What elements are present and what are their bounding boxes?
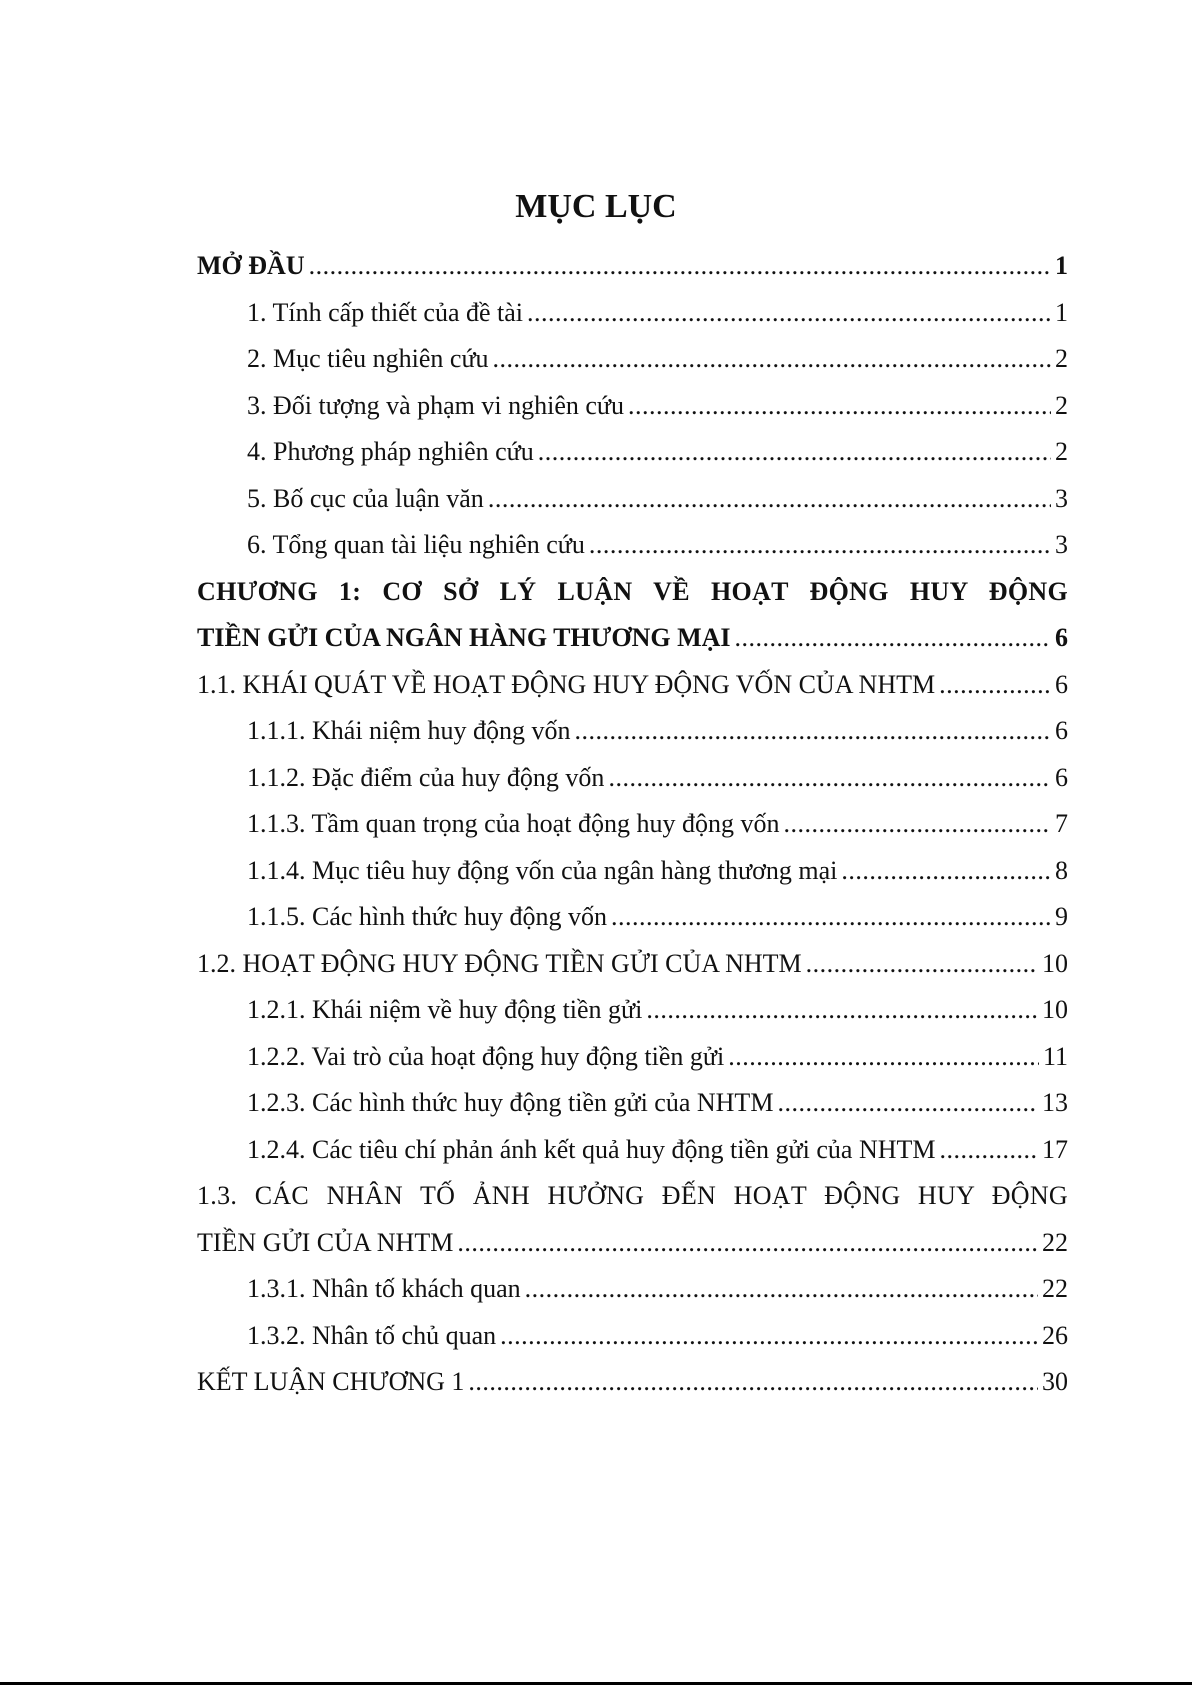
toc-entry-page: 22 [1042,1227,1068,1257]
toc-entry-title: 1.2.1. Khái niệm về huy động tiền gửi [247,995,643,1024]
dot-leader [628,383,1051,430]
toc-entry-page: 2 [1055,390,1068,420]
toc-entry-title-line1: CHƯƠNG 1: CƠ SỞ LÝ LUẬN VỀ HOẠT ĐỘNG HUY ĐỘNG [197,576,1068,606]
toc-entry[interactable] [197,1080,1068,1127]
toc-entry-title: 1.1.3. Tầm quan trọng của hoạt động huy động vốn [247,809,780,838]
dot-leader [309,243,1051,290]
toc-entry-page: 2 [1055,437,1068,466]
toc-entry[interactable] [197,290,1068,337]
toc-entry-title: 6. Tổng quan tài liệu nghiên cứu [247,530,585,559]
dot-leader [728,1034,1039,1081]
toc-entry[interactable] [197,941,1068,988]
dot-leader [525,1266,1038,1313]
toc-entry[interactable] [197,1266,1068,1313]
toc-entry[interactable] [197,755,1068,802]
toc-entry-title: MỞ ĐẦU [197,251,305,280]
dot-leader [575,708,1051,755]
toc-entry-title: 1.2.3. Các hình thức huy động tiền gửi của NHTM [247,1088,774,1117]
toc-entry-title: 1.1.1. Khái niệm huy động vốn [247,716,571,745]
toc-entry-page: 13 [1042,1088,1068,1117]
toc-entry[interactable] [197,708,1068,755]
toc-entry-page: 3 [1055,483,1068,513]
dot-leader [589,522,1051,569]
toc-entry[interactable] [197,1127,1068,1174]
toc-entry[interactable] [197,336,1068,383]
dot-leader [468,1359,1038,1406]
toc-entry-page: 10 [1042,995,1068,1024]
toc-entry-title: 1.1. KHÁI QUÁT VỀ HOẠT ĐỘNG HUY ĐỘNG VỐN CỦA NHTM [197,669,936,699]
toc-entry-title: 5. Bố cục của luận văn [247,483,484,513]
toc-entry[interactable] [197,1313,1068,1360]
toc-entry-page: 6 [1055,669,1068,699]
toc-entry-page: 22 [1042,1274,1068,1303]
toc-entry-page: 1 [1055,297,1068,327]
toc-entry-page: 26 [1042,1320,1068,1350]
toc-entry[interactable] [197,1359,1068,1406]
toc-entry-title-line2: TIỀN GỬI CỦA NHTM [197,1227,454,1257]
toc-entry-page: 6 [1055,716,1068,745]
table-of-contents [197,243,1068,1406]
toc-entry-title: 1.2. HOẠT ĐỘNG HUY ĐỘNG TIỀN GỬI CỦA NHTM [197,948,802,978]
dot-leader [608,755,1051,802]
toc-entry-title: KẾT LUẬN CHƯƠNG 1 [197,1367,465,1396]
toc-entry[interactable] [197,848,1068,895]
toc-entry-title: 1.3.2. Nhân tố chủ quan [247,1320,497,1350]
dot-leader [735,615,1051,662]
toc-entry-title: 2. Mục tiêu nghiên cứu [247,344,489,373]
toc-entry[interactable] [197,801,1068,848]
dot-leader [538,429,1051,476]
toc-entry-title: 1.1.2. Đặc điểm của huy động vốn [247,762,605,792]
toc-entry-title: 1.1.5. Các hình thức huy động vốn [247,902,608,931]
toc-entry-page: 30 [1042,1367,1068,1396]
dot-leader [527,290,1051,337]
dot-leader [646,987,1038,1034]
toc-entry[interactable] [197,243,1068,290]
toc-entry-title: 1. Tính cấp thiết của đề tài [247,297,524,327]
toc-entry-page: 6 [1055,623,1068,652]
toc-entry-page: 1 [1055,251,1068,280]
toc-entry-title-line2: TIỀN GỬI CỦA NGÂN HÀNG THƯƠNG MẠI [197,623,731,652]
dot-leader [841,848,1051,895]
dot-leader [939,662,1051,709]
toc-entry[interactable] [197,429,1068,476]
dot-leader [611,894,1051,941]
toc-entry-title: 1.3.1. Nhân tố khách quan [247,1274,521,1303]
toc-entry[interactable] [197,476,1068,523]
toc-entry-title: 4. Phương pháp nghiên cứu [247,437,534,466]
toc-entry-page: 11 [1042,1041,1068,1071]
toc-entry-page: 7 [1055,809,1068,838]
dot-leader [488,476,1051,523]
toc-entry-page: 9 [1055,902,1068,931]
toc-entry[interactable] [197,383,1068,430]
toc-entry-title: 1.1.4. Mục tiêu huy động vốn của ngân hàng thương mại [247,855,838,885]
dot-leader [457,1220,1038,1267]
toc-entry-page: 8 [1055,855,1068,885]
toc-entry-title: 3. Đối tượng và phạm vi nghiên cứu [247,390,624,420]
page-title: MỤC LỤC [515,188,677,225]
dot-leader [806,941,1038,988]
toc-entry-title: 1.2.2. Vai trò của hoạt động huy động tiền gửi [247,1041,725,1071]
toc-entry-page: 2 [1055,344,1068,373]
toc-entry[interactable] [197,522,1068,569]
toc-entry[interactable] [197,987,1068,1034]
dot-leader [783,801,1051,848]
toc-entry-page: 6 [1055,762,1068,792]
dot-leader [777,1080,1038,1127]
toc-entry-page: 3 [1055,530,1068,559]
toc-entry[interactable] [197,894,1068,941]
toc-entry-title: 1.2.4. Các tiêu chí phản ánh kết quả huy động tiền gửi của NHTM [247,1134,936,1164]
dot-leader [493,336,1051,383]
toc-entry-title-line1: 1.3. CÁC NHÂN TỐ ẢNH HƯỞNG ĐẾN HOẠT ĐỘNG HUY ĐỘNG [197,1181,1068,1210]
toc-entry-page: 10 [1042,948,1068,978]
toc-entry[interactable] [197,569,1068,662]
dot-leader [940,1127,1039,1174]
toc-entry[interactable] [197,1034,1068,1081]
toc-entry[interactable] [197,1173,1068,1266]
toc-entry-page: 17 [1042,1134,1068,1164]
dot-leader [500,1313,1038,1360]
toc-entry[interactable] [197,662,1068,709]
